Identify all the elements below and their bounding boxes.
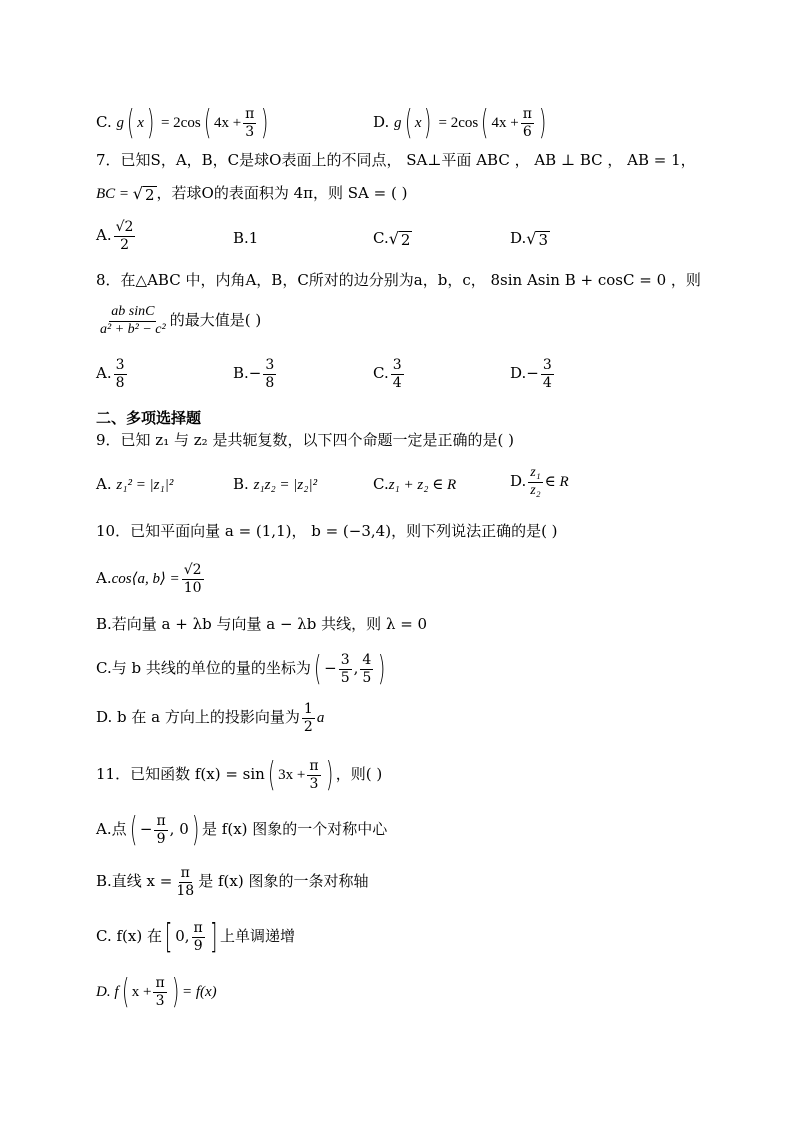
q11-option-c: C. f(x) 在[ 0, $\frac{\pi}{9}$ ] 上单调递增: [96, 917, 296, 957]
q10-option-b: B.若向量 a + λb 与向量 a − λb 共线，则 λ = 0: [96, 615, 428, 633]
q8-option-b: B.− $\frac{3}{8}$: [233, 357, 275, 391]
q8-option-d: D.− $\frac{3}{4}$: [510, 357, 552, 391]
q8-stem-line2: $\frac{\text{ab sinC}}{\text{a² + b² − c²}}$ 的最大值是( ): [100, 304, 262, 337]
q9-option-c: C.z₁ + z₂ ∈ R: [373, 475, 457, 493]
section-heading: 二、多项选择题: [96, 409, 202, 427]
q6-option-c: C. g( x) = 2cos( 4x + $\frac{\pi}{3}$ ): [96, 103, 269, 143]
q7-stem-line1: 7．已知S，A，B，C是球O表面上的不同点， SA⊥平面 ABC ， AB ⊥ BC ， AB = 1，: [96, 151, 696, 169]
q10-option-a: A.cos⟨a, b⟩ = $\frac{√2}{10}$: [96, 562, 202, 596]
q10-option-d: D. b 在 a 方向上的投影向量为 $\frac{1}{2}$ a: [96, 701, 325, 735]
q10-stem: 10．已知平面向量 a = (1,1)， b = (−3,4)，则下列说法正确的是( ): [96, 522, 558, 540]
q11-option-b: B.直线 x = $\frac{\pi}{18}$ 是 f(x) 图象的一条对称轴: [96, 865, 369, 899]
q8-option-c: C. $\frac{3}{4}$: [373, 357, 402, 391]
q11-option-d: D. f( x + $\frac{\pi}{3}$ ) = f(x): [96, 972, 217, 1012]
q8-option-a: A. $\frac{3}{8}$: [96, 357, 125, 391]
q9-option-b: B. z₁z₂ = |z₂|²: [233, 475, 318, 493]
q9-stem: 9．已知 z₁ 与 z₂ 是共轭复数，以下四个命题一定是正确的是( ): [96, 431, 514, 449]
q11-option-a: A.点( − $\frac{\pi}{9}$ , 0) 是 f(x) 图象的一个对称中心: [96, 810, 388, 850]
q10-option-c: C.与 b 共线的单位的量的坐标为( − $\frac{3}{5}$ , $\frac{4}{5}$ ): [96, 649, 386, 689]
q7-option-d: D. √ 3: [510, 229, 549, 249]
q9-option-d: D. $\frac{\text{z₁}}{\text{z₂}}$ ∈ R: [510, 465, 569, 498]
q7-option-b: B.1: [233, 229, 259, 247]
q11-stem: 11．已知函数 f(x) = sin( 3x + $\frac{\pi}{3}$ ) ，则( ): [96, 755, 383, 795]
q6-option-d: D. g( x) = 2cos( 4x + $\frac{\pi}{6}$ ): [373, 103, 547, 143]
q7-stem-line2: BC = √ 2 ，若球O的表面积为 4π，则 SA = ( ): [96, 184, 408, 204]
q7-option-c: C. √ 2: [373, 229, 411, 249]
q8-stem-line1: 8．在△ABC 中，内角A，B，C所对的边分别为a，b，c， 8sin Asin B + cosC = 0 ，则: [96, 271, 701, 289]
q7-option-a: A. $\frac{√2}{2}$: [96, 219, 134, 253]
q9-option-a: A. z₁² = |z₁|²: [96, 475, 174, 493]
